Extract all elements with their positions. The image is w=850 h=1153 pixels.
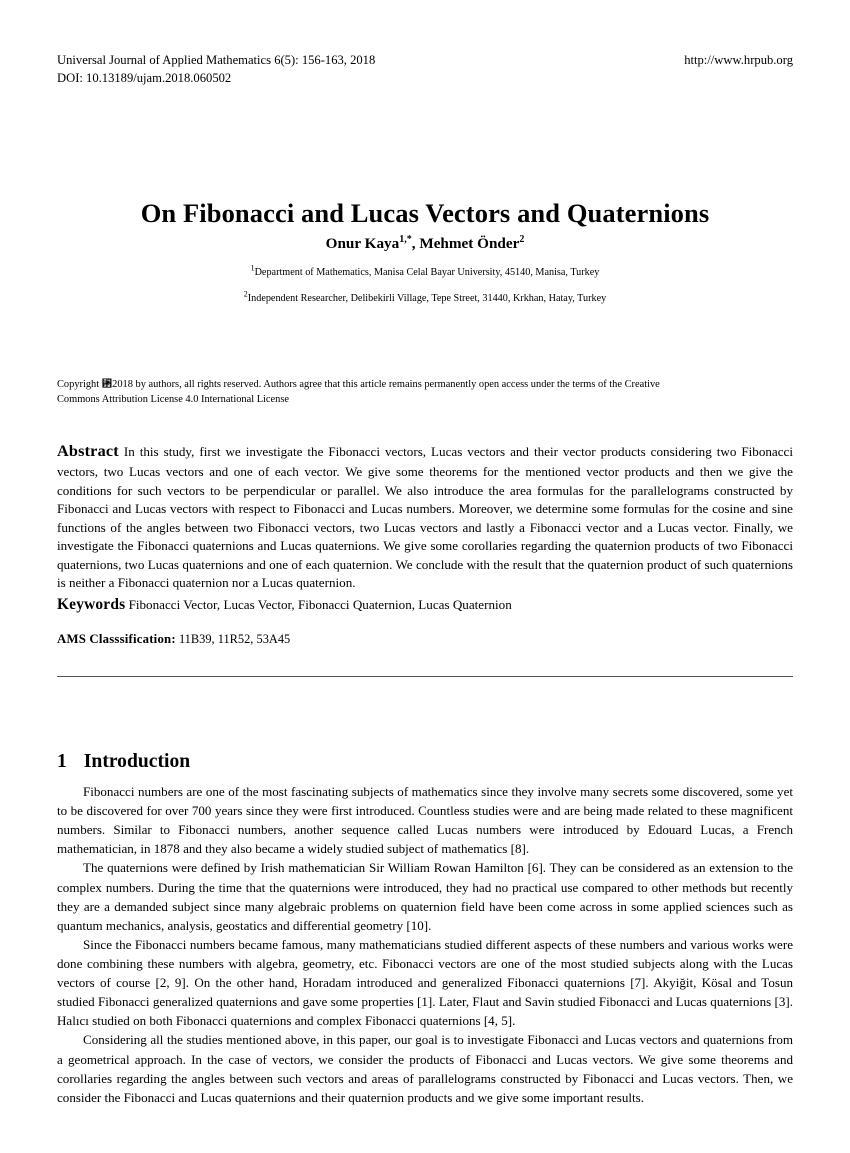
keywords-block [57,594,793,616]
header-divider [57,676,793,677]
section-number: 1 [57,751,67,773]
keywords-text: Fibonacci Vector, Lucas Vector, Fibonacci Quaternion, Lucas Quaternion [128,597,512,612]
ams-classification-text: 11B39, 11R52, 53A45 [178,632,291,646]
copyright-line-1: Copyright ␲2018 by authors, all rights reserved. Authors agree that this article remains permanently open access under the terms of [57,379,607,390]
section-title: Introduction [83,751,191,773]
affiliation-1 [0,263,850,279]
publisher-url[interactable]: http://www.hrpub.org [684,53,793,67]
ams-classification-label: AMS Classsification: [57,632,176,646]
abstract-label: Abstract [57,442,119,460]
paragraph: The quaternions were defined by Irish mathematician Sir William Rowan Hamilton [6]. They can be considered as an extension to the complex numbers. During the time that the quaternions were introduced, they had no practical use compared to other methods but recently they are a demanded subject since many algebraic problems on quaternion field have been come across in some applied sciences such as quantum mechanics, analysis, geostatics and differential geometry [10]. [57,860,793,933]
running-head [57,52,793,88]
paragraph: Considering all the studies mentioned above, in this paper, our goal is to investigate Fibonacci and Lucas vectors and quaternions from a geometrical approach. In the case of vectors, we consider the products of Fibonacci and Lucas vectors. We give some theorems and corollaries regarding the angles between such vectors and areas of parallelograms constructed by Fibonacci and Lucas vectors. Then, we consider the Fibonacci and Lucas quaternions and their quaternion products and we give some important results. [57,1032,793,1105]
abstract-text: In this study, first we investigate the Fibonacci vectors, Lucas vectors and their vector products considering two Fibonacci vectors, two Lucas vectors and one of each vector. We give some theorems for the mentioned vector products and then we give the conditions for such vectors to be perpendicular or parallel. We also introduce the area formulas for the parallelograms constructed by Fibonacci and Lucas vectors with respect to Fibonacci and Lucas numbers. Moreover, we determine some formulas for the cosine and sine functions of the angles between two Fibonacci vectors, two Lucas vectors and lastly a Fibonacci vector and a Lucas vector. Finally, we investigate the Fibonacci quaternions and Lucas quaternions. We give some corollaries regarding the quaternion products of two Fibonacci quaternions, two Lucas quaternions and one of each quaternion. We conclude with the result that the quaternion product of such quaternions is neither a Fibonacci quaternion nor a Lucas quaternion. [57,444,793,591]
affiliation-text-1: Department of Mathematics, Manisa Celal Bayar University, 45140, Manisa, Turkey [254,267,600,278]
copyright-notice [57,377,677,407]
affiliation-marker-2: 2 [243,289,248,299]
author-separator: , [411,235,420,252]
paragraph: Since the Fibonacci numbers became famous, many mathematicians studied different aspects of these numbers and various works were done combining these numbers with algebra, geometry, etc. Fibonacci vectors are one of the most studied subjects along with the Lucas vectors of course [2, 9]. On the other hand, Horadam introduced and generalized Fibonacci quaternions [7]. Akyiğit, Kösal and Tosun studied Fibonacci generalized quaternions and gave some properties [1]. Later, Flaut and Savin studied Fibonacci and Lucas quaternions [3]. Halıcı studied on both Fibonacci quaternions and complex Fibonacci quaternions [4, 5]. [57,936,793,1029]
introduction-body [57,782,793,1107]
copyright-line-2: the Creative Commons Attribution License 4.0 International License [57,379,660,406]
journal-citation: Universal Journal of Applied Mathematics 6(5): 156-163, 2018 [57,53,376,67]
author-name-1: Onur Kaya [325,235,400,252]
affiliation-marker-1: 1 [250,263,255,273]
page-title: On Fibonacci and Lucas Vectors and Quaternions [140,197,710,228]
paragraph: Fibonacci numbers are one of the most fascinating subjects of mathematics since they involve many secrets some discovered, some yet to be discovered for over 700 years since they were first introduced. Countless studies were and are being made related to these magnificent numbers. Similar to Fibonacci numbers, another sequence called Lucas numbers were introduced by Edouard Lucas, a French mathematician, in 1878 and they also became a widely studied subject of mathematics [8]. [57,784,793,857]
ams-classification-block [57,630,793,649]
section-heading-introduction [57,751,793,773]
author-list [0,235,850,253]
affiliation-text-2: Independent Researcher, Delibekirli Village, Tepe Street, 31440, Krkhan, Hatay, Turkey [247,293,607,304]
keywords-label: Keywords [57,596,126,613]
doi-line[interactable]: DOI: 10.13189/ujam.2018.060502 [57,70,232,85]
author-marks-2: 2 [519,233,525,245]
author-name-2: Mehmet Önder [419,235,520,252]
affiliation-2 [0,289,850,305]
running-head-row [57,52,793,70]
author-marks-1: 1,* [399,233,412,245]
abstract-block [57,440,793,593]
